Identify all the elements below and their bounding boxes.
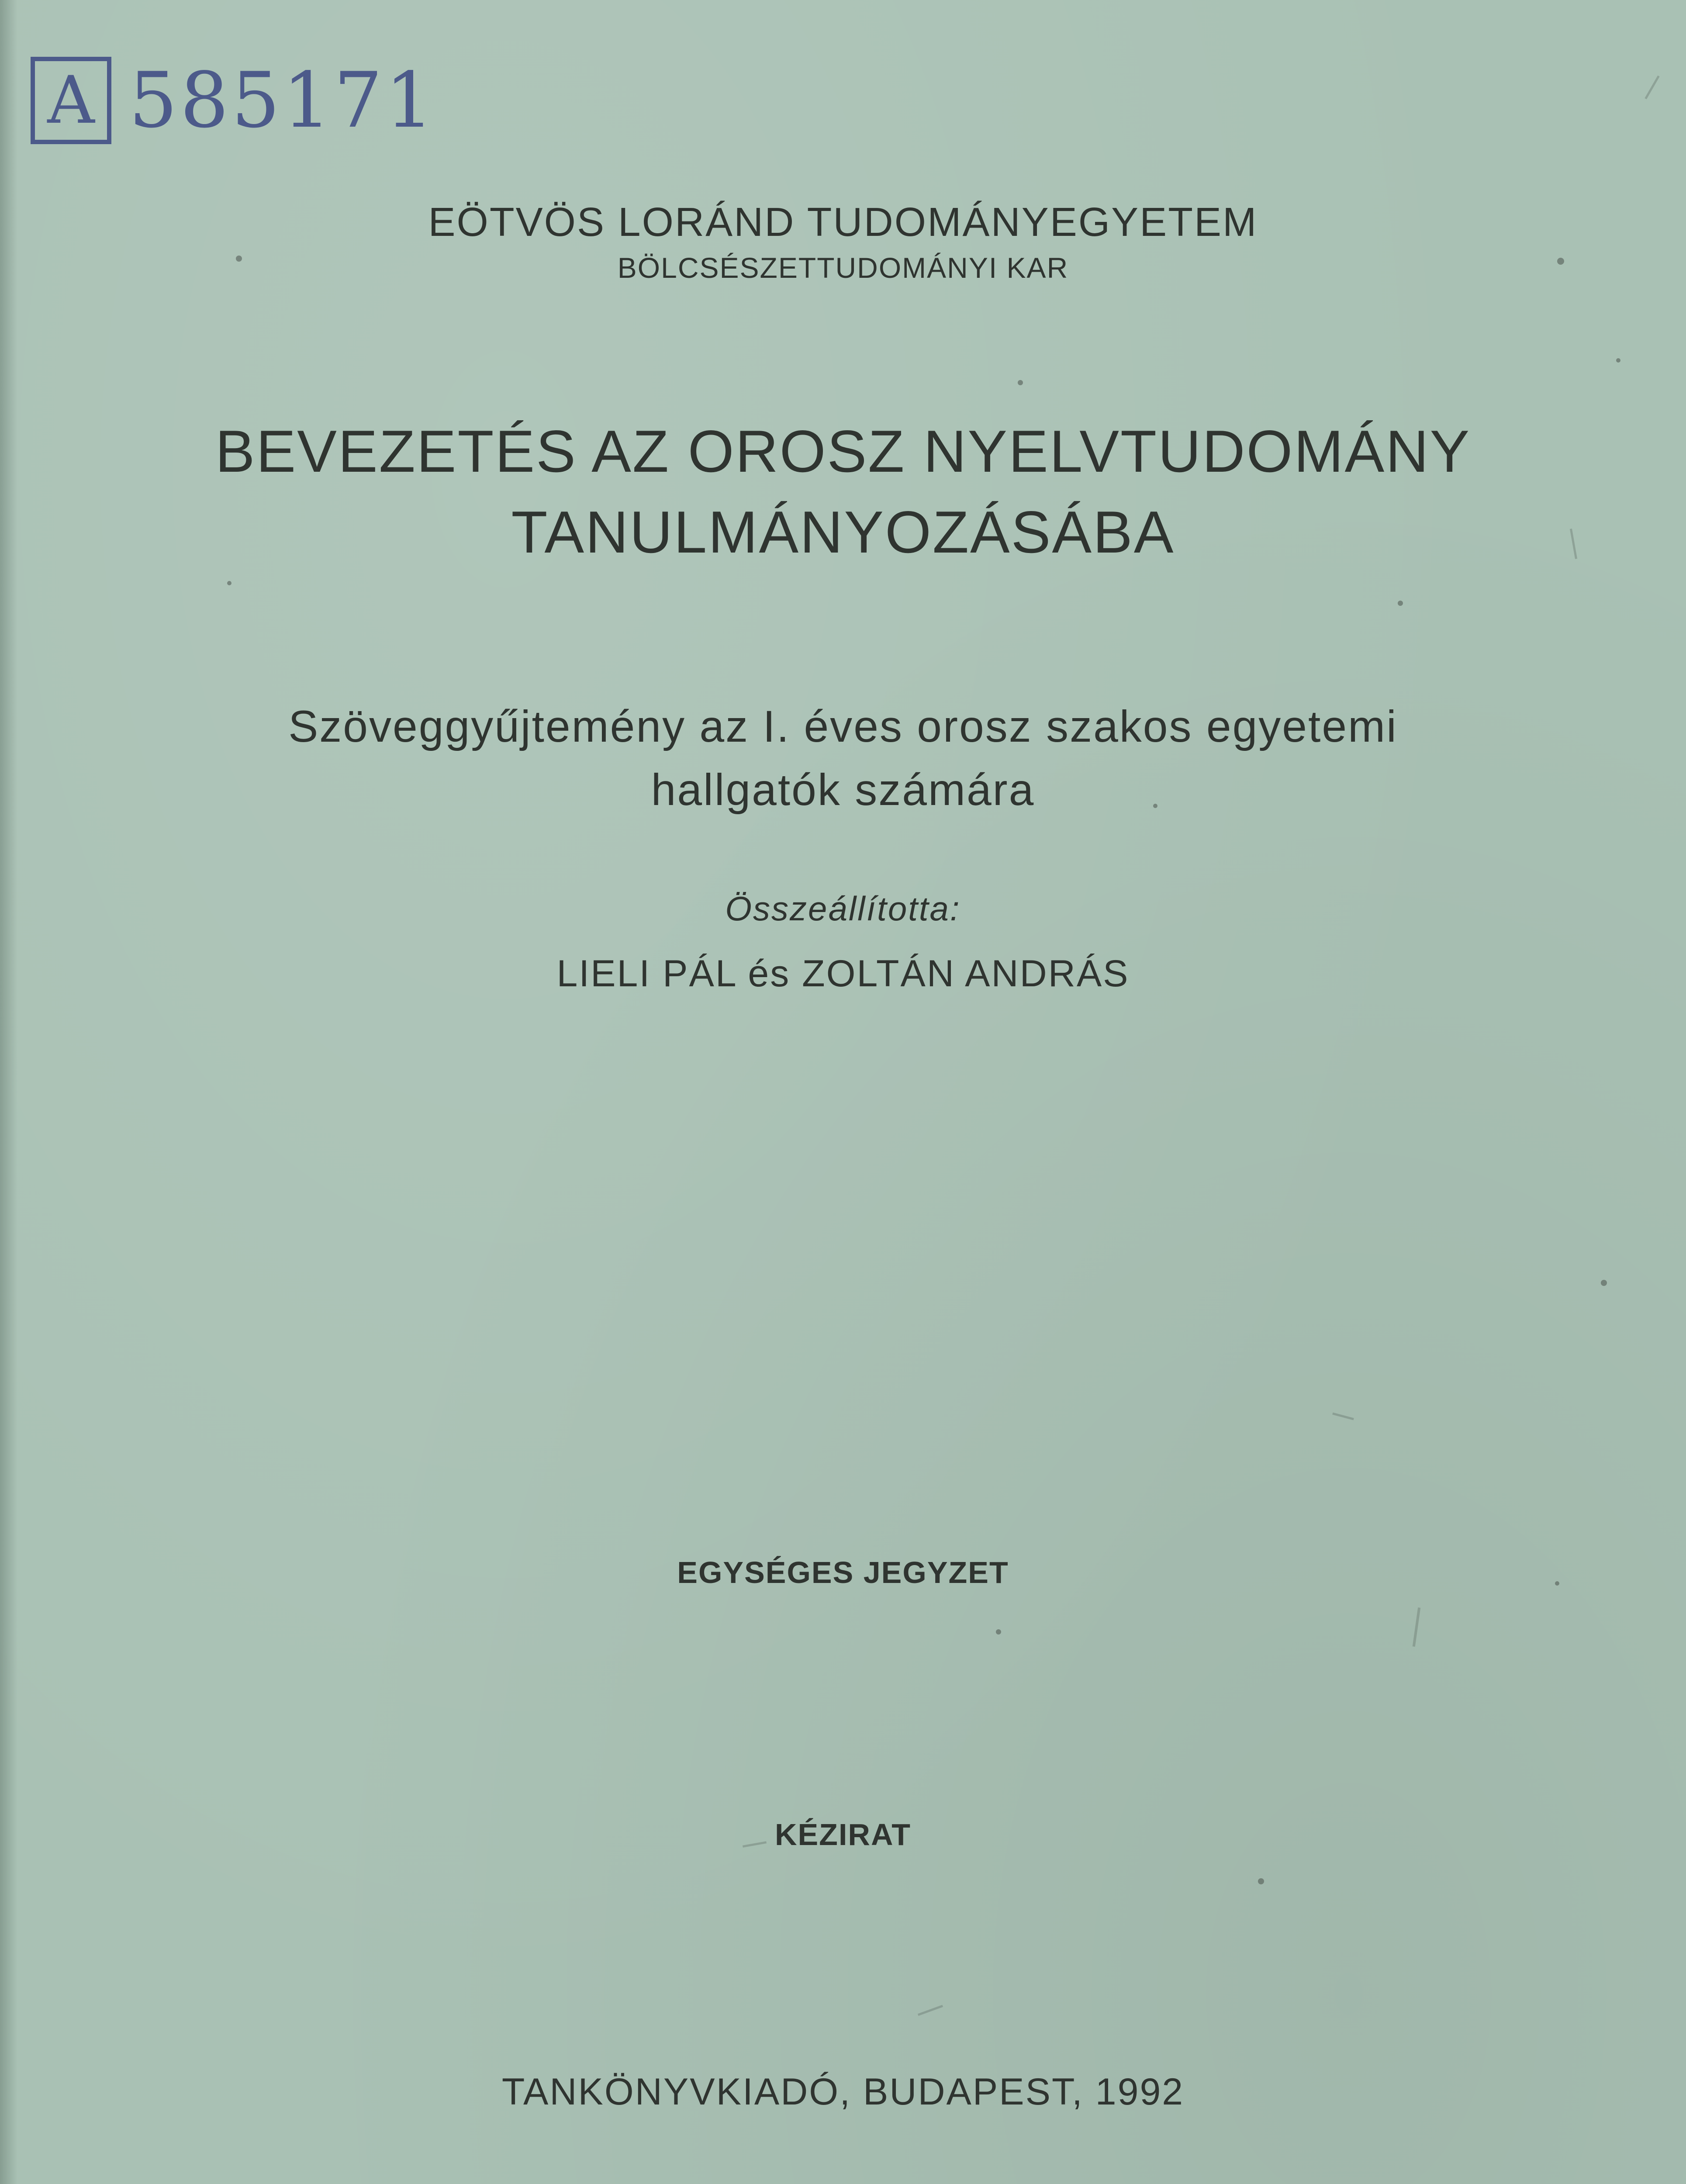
paper-speck xyxy=(236,256,242,262)
paper-speck xyxy=(1557,258,1564,265)
stamp-letter-box xyxy=(31,57,111,144)
library-stamp xyxy=(31,57,436,144)
university-name: EÖTVÖS LORÁND TUDOMÁNYEGYETEM xyxy=(428,199,1258,245)
paper-fiber xyxy=(918,2005,943,2016)
manuscript-note: KÉZIRAT xyxy=(774,1818,912,1852)
stamp-letter: A xyxy=(47,62,95,138)
paper-speck xyxy=(227,581,231,585)
faculty-name: BÖLCSÉSZETTUDOMÁNYI KAR xyxy=(617,252,1069,284)
paper-fiber xyxy=(1332,1413,1354,1420)
paper-fiber xyxy=(1645,76,1659,99)
series-note: EGYSÉGES JEGYZET xyxy=(677,1555,1009,1590)
paper-speck xyxy=(996,1629,1001,1635)
paper-speck xyxy=(1258,1878,1264,1884)
title-line-1: BEVEZETÉS AZ OROSZ NYELVTUDOMÁNY xyxy=(215,418,1471,484)
paper-speck xyxy=(1153,804,1157,808)
paper-speck xyxy=(1616,358,1620,363)
paper-speck xyxy=(1555,1581,1559,1586)
subtitle-line-2: hallgatók számára xyxy=(651,765,1035,815)
compiled-by-label: Összeállította: xyxy=(725,889,961,928)
publisher-imprint: TANKÖNYVKIADÓ, BUDAPEST, 1992 xyxy=(501,2071,1185,2113)
paper-speck xyxy=(1018,380,1023,385)
paper-fiber xyxy=(1413,1607,1420,1647)
authors: LIELI PÁL és ZOLTÁN ANDRÁS xyxy=(556,953,1130,995)
stamp-number: 585171 xyxy=(129,56,437,145)
binding-edge xyxy=(0,0,17,2184)
title-line-2: TANULMÁNYOZÁSÁBA xyxy=(511,499,1175,565)
paper-speck xyxy=(1398,601,1403,606)
paper-speck xyxy=(1601,1280,1607,1286)
subtitle-line-1: Szöveggyűjtemény az I. éves orosz szakos egyetemi xyxy=(288,702,1398,751)
